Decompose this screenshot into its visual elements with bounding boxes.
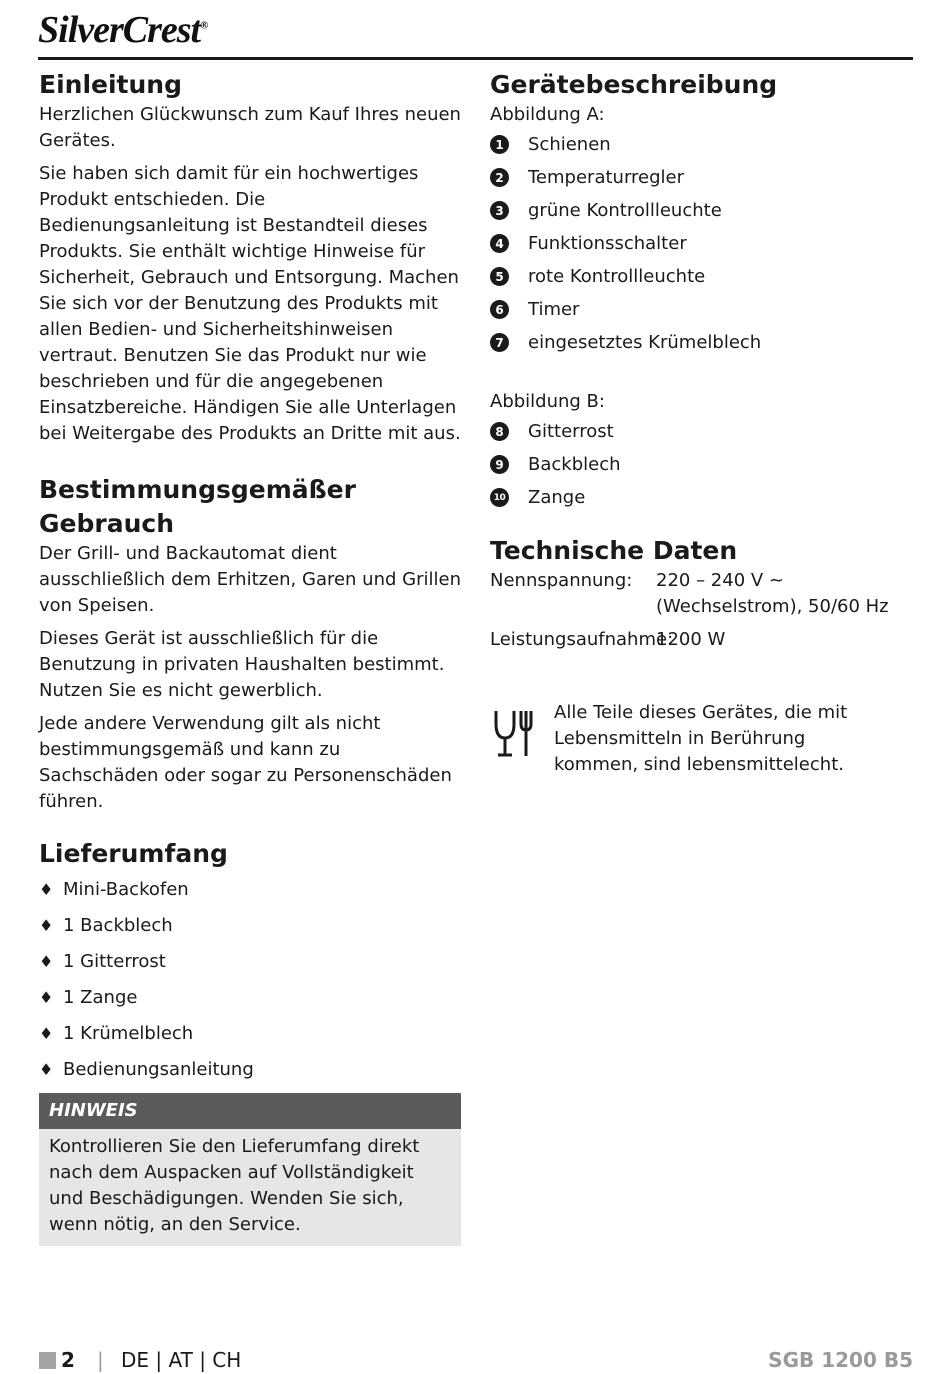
einleitung-para-2: Sie haben sich damit für ein hochwertiges Produkt entschieden. Die Bedienungsanleitung ist Bestandteil dieses Produkts. Sie enthält wichtige Hinweise für Sicherheit, Gebrauch und Entsorgung. Machen Sie sich vor der Benutzung des Produkts mit allen Bedien- und Sicherheitshinweisen vertraut. Benutzen Sie das Produkt nur wie beschrieben und für die angegebenen Einsatzbereiche. Händigen Sie alle Unterlagen bei Weitergabe des Produkts an Dritte mit aus. <box>39 163 461 444</box>
silvercrest-logo: SilverCrest® <box>38 9 208 51</box>
gebrauch-para-3: Jede andere Verwendung gilt als nicht bestimmungsgemäß und kann zu Sachschäden oder sogar zu Personenschäden führen. <box>39 713 452 812</box>
list-item: 8 Gitterrost <box>490 415 915 448</box>
right-column <box>490 68 915 778</box>
list-item: 3 grüne Kontrollleuchte <box>490 194 915 227</box>
abbildung-a-label: Abbildung A: <box>490 104 605 125</box>
list-item: ♦ 1 Krümelblech <box>39 1022 194 1044</box>
number-badge-icon: 10 <box>490 488 509 507</box>
list-item: 1 Schienen <box>490 128 915 161</box>
number-badge-icon: 8 <box>490 422 509 441</box>
gebrauch-para-2: Dieses Gerät ist ausschließlich für die Benutzung in privaten Haushalten bestimmt. Nutzen Sie es nicht gewerblich. <box>39 628 445 701</box>
lieferumfang-list <box>39 871 461 1087</box>
heading-geraetebeschreibung: Gerätebeschreibung <box>490 70 778 99</box>
number-badge-icon: 9 <box>490 455 509 474</box>
diamond-bullet-icon: ♦ <box>39 879 54 899</box>
spec-row-leistung: Leistungsaufnahme: 1200 W <box>490 629 726 650</box>
page-number: 2 <box>61 1348 75 1372</box>
hinweis-text: Kontrollieren Sie den Lieferumfang direkt nach dem Auspacken auf Vollständigkeit und Beschädigungen. Wenden Sie sich, wenn nötig, an den Service. <box>49 1136 420 1235</box>
food-safe-icon <box>490 708 536 760</box>
list-item: ♦ 1 Gitterrost <box>39 950 166 972</box>
heading-einleitung: Einleitung <box>39 70 182 99</box>
heading-technische-daten: Technische Daten <box>490 536 738 565</box>
header-rule <box>38 57 913 60</box>
heading-bestimmung: Bestimmungsgemäßer Gebrauch <box>39 475 356 538</box>
list-item: 5 rote Kontrollleuchte <box>490 260 915 293</box>
gebrauch-para-1: Der Grill- und Backautomat dient ausschließlich dem Erhitzen, Garen und Grillen von Speisen. <box>39 543 461 616</box>
number-badge-icon: 7 <box>490 333 509 352</box>
abbildung-a-list <box>490 128 915 359</box>
language-codes: DE | AT | CH <box>121 1348 242 1372</box>
heading-lieferumfang: Lieferumfang <box>39 839 228 868</box>
left-column <box>39 68 461 1246</box>
list-item: 7 eingesetztes Krümelblech <box>490 326 915 359</box>
spec-row-nennspannung: Nennspannung: 220 – 240 V ~ (Wechselstrom), 50/60 Hz <box>490 570 889 617</box>
abbildung-b-list <box>490 415 915 514</box>
page-marker-square <box>39 1352 56 1369</box>
diamond-bullet-icon: ♦ <box>39 951 54 971</box>
list-item: 6 Timer <box>490 293 915 326</box>
einleitung-para-1: Herzlichen Glückwunsch zum Kauf Ihres neuen Gerätes. <box>39 104 461 151</box>
diamond-bullet-icon: ♦ <box>39 987 54 1007</box>
diamond-bullet-icon: ♦ <box>39 1059 54 1079</box>
diamond-bullet-icon: ♦ <box>39 1023 54 1043</box>
footer-separator: | <box>97 1348 104 1372</box>
list-item: ♦ Bedienungsanleitung <box>39 1058 254 1080</box>
list-item: ♦ 1 Backblech <box>39 914 173 936</box>
hinweis-title: HINWEIS <box>39 1093 461 1129</box>
list-item: ♦ 1 Zange <box>39 986 138 1008</box>
list-item: 9 Backblech <box>490 448 915 481</box>
food-safe-text: Alle Teile dieses Gerätes, die mit Lebensmitteln in Berührung kommen, sind lebensmittelecht. <box>554 702 848 775</box>
abbildung-b-label: Abbildung B: <box>490 391 605 412</box>
number-badge-icon: 2 <box>490 168 509 187</box>
diamond-bullet-icon: ♦ <box>39 915 54 935</box>
number-badge-icon: 6 <box>490 300 509 319</box>
list-item: 4 Funktionsschalter <box>490 227 915 260</box>
list-item: 10 Zange <box>490 481 915 514</box>
number-badge-icon: 1 <box>490 135 509 154</box>
number-badge-icon: 5 <box>490 267 509 286</box>
number-badge-icon: 4 <box>490 234 509 253</box>
food-safe-note <box>490 700 915 778</box>
model-number: SGB 1200 B5 <box>768 1348 913 1372</box>
hinweis-box <box>39 1093 461 1246</box>
list-item: ♦ Mini-Backofen <box>39 878 189 900</box>
list-item: 2 Temperaturregler <box>490 161 915 194</box>
number-badge-icon: 3 <box>490 201 509 220</box>
page-footer <box>39 1348 913 1374</box>
